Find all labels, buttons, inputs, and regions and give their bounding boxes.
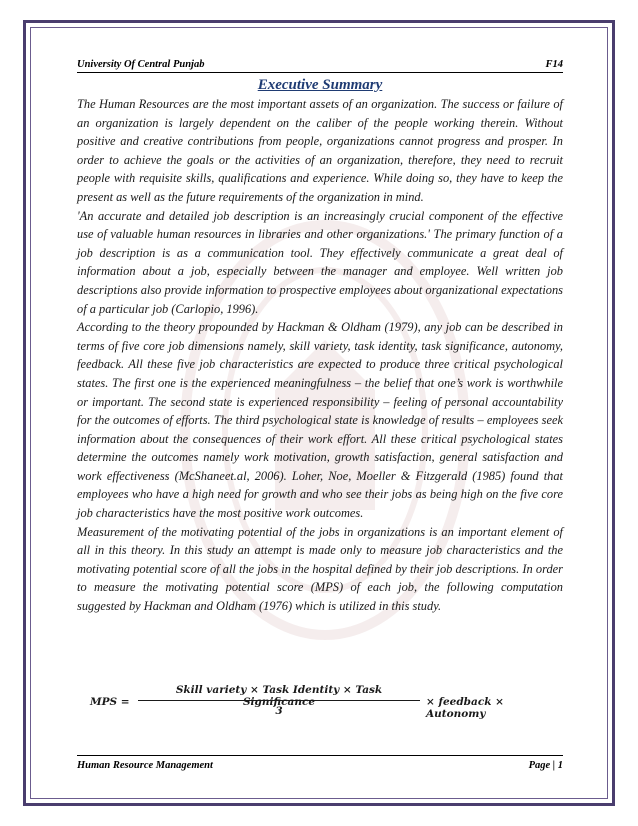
header-term: F14 xyxy=(545,59,563,70)
body-text xyxy=(77,95,563,616)
formula-denominator: 3 xyxy=(275,705,283,717)
formula-lhs: MPS = xyxy=(90,696,130,708)
formula-numerator: Skill variety × Task Identity × Task Significance xyxy=(175,684,383,708)
paragraph: The Human Resources are the most important assets of an organization. The success or failure of an organization is largely dependent on the caliber of the people working therein. Without positive and creative contributions from people, organizations cannot progress and prosper. In order to achieve the goals or the activities of an organization, therefore, they need to recruit people with requisite skills, qualifications and experience. While doing so, they have to keep the present as well as the future requirements of the organization in mind. xyxy=(77,97,563,204)
paragraph: 'An accurate and detailed job description is an increasingly crucial component of the effective use of valuable human resources in libraries and other organizations.' The primary function of a job description is as a communication tool. They effectively communicate a great deal of information about a job, especially between the manager and employee. Well written job descriptions also provide information to prospective employees about organizational expectations of a particular job (Carlopio, 1996). xyxy=(77,208,563,316)
paragraph: Measurement of the motivating potential of the jobs in organizations is an important element of all in this theory. In this study an attempt is made only to measure job characteristics and the motivating potential score of all the jobs in the hospital defined by their job descriptions. In order to measure the motivating potential score (MPS) of each job, the following computation suggested by Hackman and Oldham (1976) which is utilized in this study. xyxy=(77,524,563,614)
mps-formula xyxy=(90,684,565,724)
footer-course: Human Resource Management xyxy=(77,760,213,771)
page-header xyxy=(77,55,563,73)
page-title: Executive Summary xyxy=(257,77,383,93)
paragraph: According to the theory propounded by Hackman & Oldham (1979), any job can be described in terms of five core job dimensions namely, skill variety, task identity, task significance, autonomy, feedback. All these five job characteristics are expected to produce three critical psychological states. The first one is the experienced meaningfulness – the belief that one’s work is worthwhile or important. The second state is experienced responsibility – feeling of personal accountability for the outcomes of efforts. The third psychological state is knowledge of results – employees seek information about the consequences of their work effort. All these critical psychological states determine the outcomes namely work motivation, growth satisfaction, general satisfaction and work effectiveness (McShaneet.al, 2006). Loher, Noe, Moeller & Fitzgerald (1985) found that employees who have a high need for growth and who see their jobs as being high on the five core job characteristics have the most positive work outcomes. xyxy=(77,320,563,521)
fraction-bar xyxy=(138,700,420,701)
header-institution: University Of Central Punjab xyxy=(77,59,205,70)
page-footer xyxy=(77,755,563,774)
formula-rhs: × feedback × Autonomy xyxy=(426,696,504,720)
page-number: Page | 1 xyxy=(528,760,563,771)
